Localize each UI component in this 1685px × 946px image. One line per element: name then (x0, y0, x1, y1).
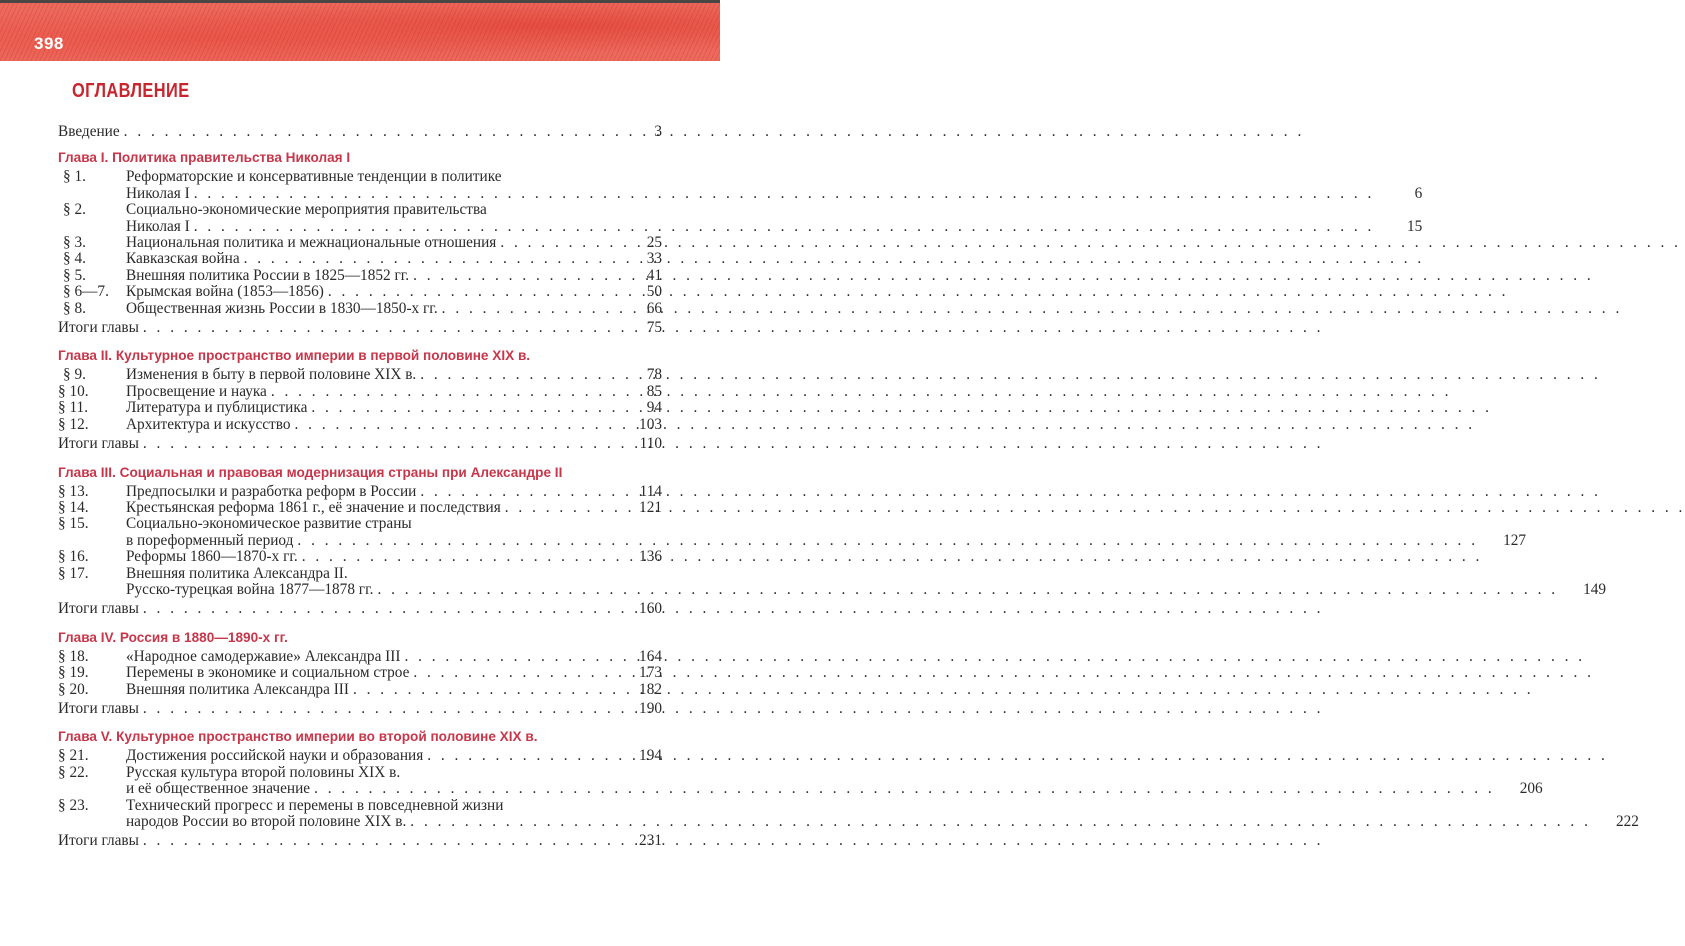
section-title-line1: Социально-экономические мероприятия правительства (126, 201, 487, 219)
section-number: § 23. (58, 796, 89, 814)
section-title-line1: Реформаторские и консервативные тенденции в политике (126, 168, 502, 186)
page-number: 398 (34, 34, 64, 53)
toc-page-number: 182 (639, 680, 662, 698)
summary-label: Итоги главы (58, 699, 139, 717)
section-number: § 3. (63, 234, 86, 252)
toc-section[interactable] (58, 251, 662, 267)
leader-dots (377, 582, 1558, 598)
toc-page-number: 85 (646, 382, 662, 400)
toc-page-number: 190 (639, 699, 662, 717)
leader-dots (413, 665, 1594, 681)
section-number: § 2. (63, 201, 86, 219)
section-title: Достижения российской науки и образования (126, 747, 424, 765)
section-title: Общественная жизнь России в 1830—1850-х гг. (126, 299, 438, 317)
section-number: § 20. (58, 680, 89, 698)
leader-dots (124, 124, 1305, 140)
toc-section[interactable] (58, 417, 662, 433)
toc-section[interactable] (58, 549, 662, 565)
toc-page-number: 222 (1615, 813, 1639, 830)
section-number: § 15. (58, 515, 89, 533)
section-title: Национальная политика и межнациональные отношения (126, 234, 497, 252)
leader-dots (244, 251, 1425, 267)
leader-dots (500, 235, 1681, 251)
section-number: § 12. (58, 415, 89, 433)
toc-page-number: 103 (639, 415, 662, 433)
toc-page-number: 50 (646, 283, 662, 301)
toc-page-number: 15 (1407, 217, 1423, 235)
section-title-line2: Русско-турецкая война 1877—1878 гг. (126, 580, 374, 598)
section-number: § 16. (58, 548, 89, 566)
leader-dots (505, 500, 1685, 516)
toc-page-number: 3 (654, 123, 662, 140)
toc-page-number: 94 (646, 399, 662, 417)
section-title: Литература и публицистика (126, 399, 308, 417)
toc-intro-label: Введение (58, 123, 120, 140)
section-title: Изменения в быту в первой половине XIX в. (126, 366, 417, 384)
leader-dots (420, 367, 1601, 383)
toc-page-number: 25 (646, 234, 662, 252)
toc-section[interactable] (58, 649, 662, 665)
toc-section[interactable] (58, 168, 1423, 202)
toc-page-number: 75 (646, 319, 662, 337)
page-title: ОГЛАВЛЕНИЕ (72, 80, 190, 102)
toc-page-number: 121 (639, 498, 662, 516)
leader-dots (194, 219, 1375, 235)
toc-page-number: 231 (639, 832, 662, 850)
chapter-summary[interactable] (58, 436, 662, 452)
section-number: § 11. (58, 399, 89, 417)
leader-dots (297, 533, 1478, 549)
leader-dots (143, 320, 1324, 336)
toc-section[interactable] (58, 268, 662, 284)
toc-section[interactable] (58, 384, 662, 400)
section-title: Кавказская война (126, 250, 240, 268)
leader-dots (404, 649, 1585, 665)
section-title: Внешняя политика Александра III (126, 680, 349, 698)
section-title-line2: народов России во второй половине XIX в. (126, 813, 407, 830)
toc-page-number: 149 (1583, 580, 1607, 598)
toc-page-number: 6 (1414, 184, 1423, 202)
section-title-line2: в пореформенный период (126, 531, 294, 549)
leader-dots (143, 436, 1324, 452)
section-title: Архитектура и искусство (126, 415, 291, 433)
section-title-line2: и её общественное значение (126, 780, 311, 798)
toc-page-number: 33 (646, 250, 662, 268)
leader-dots (143, 601, 1324, 617)
section-number: § 10. (58, 382, 89, 400)
summary-label: Итоги главы (58, 600, 139, 618)
toc-section[interactable] (58, 367, 662, 383)
leader-dots (410, 814, 1591, 830)
section-title: «Народное самодержавие» Александра III (126, 647, 401, 665)
chapter-summary[interactable] (58, 601, 662, 617)
toc-section[interactable] (58, 284, 662, 300)
chapter-summary[interactable] (58, 701, 662, 717)
toc-page-number: 127 (1503, 531, 1527, 549)
chapter-heading[interactable]: Глава III. Социальная и правовая модернизация страны при Александре II (58, 464, 563, 480)
chapter-heading[interactable]: Глава I. Политика правительства Николая I (58, 150, 351, 166)
toc-section[interactable] (58, 748, 662, 764)
toc-section[interactable] (58, 400, 662, 416)
toc-section[interactable] (58, 235, 662, 251)
section-title: Перемены в экономике и социальном строе (126, 664, 410, 682)
toc-section[interactable] (58, 515, 1527, 549)
leader-dots (420, 484, 1601, 500)
leader-dots (442, 301, 1623, 317)
section-number: § 22. (58, 763, 89, 781)
section-title: Внешняя политика России в 1825—1852 гг. (126, 266, 410, 284)
toc-page-number: 194 (639, 747, 662, 765)
chapter-heading[interactable]: Глава II. Культурное пространство империи в первой половине XIX в. (58, 348, 531, 364)
leader-dots (143, 701, 1324, 717)
section-title: Крестьянская реформа 1861 г., её значение и последствия (126, 498, 501, 516)
leader-dots (328, 284, 1509, 300)
leader-dots (295, 417, 1476, 433)
section-number: § 13. (58, 482, 89, 500)
section-number: § 9. (63, 366, 86, 384)
header-band (0, 3, 720, 61)
section-number: § 18. (58, 647, 89, 665)
section-title: Реформы 1860—1870-х гг. (126, 548, 298, 566)
leader-dots (311, 400, 1492, 416)
section-number: § 17. (58, 564, 89, 582)
toc-section[interactable] (58, 682, 662, 698)
toc-page-number: 41 (646, 266, 662, 284)
section-title: Крымская война (1853—1856) (126, 283, 324, 301)
leader-dots (271, 384, 1452, 400)
summary-label: Итоги главы (58, 832, 139, 850)
leader-dots (143, 833, 1324, 849)
section-title-line2: Николая I (126, 184, 190, 202)
leader-dots (314, 781, 1495, 797)
chapter-heading[interactable]: Глава IV. Россия в 1880—1890-х гг. (58, 629, 288, 645)
section-title: Просвещение и наука (126, 382, 267, 400)
chapter-heading[interactable]: Глава V. Культурное пространство империи во второй половине XIX в. (58, 729, 538, 745)
leader-dots (413, 268, 1594, 284)
toc-page-number: 164 (639, 647, 662, 665)
toc-section[interactable] (58, 201, 1423, 235)
toc-page-number: 66 (646, 299, 662, 317)
toc-intro[interactable] (58, 124, 662, 140)
table-of-contents (58, 123, 1639, 850)
section-number: § 5. (63, 266, 86, 284)
section-number: § 1. (63, 168, 86, 186)
toc-page-number: 78 (646, 366, 662, 384)
toc-page-number: 136 (639, 548, 662, 566)
toc-page-number: 110 (639, 435, 662, 453)
toc-page-number: 206 (1519, 780, 1543, 798)
section-title-line2: Николая I (126, 217, 190, 235)
section-number: § 4. (63, 250, 86, 268)
toc-section[interactable] (58, 500, 662, 516)
section-number: § 14. (58, 498, 89, 516)
chapter-summary[interactable] (58, 833, 662, 849)
section-number: § 21. (58, 747, 89, 765)
section-title-line1: Внешняя политика Александра II. (126, 564, 348, 582)
section-title-line1: Социально-экономическое развитие страны (126, 515, 412, 533)
toc-section[interactable] (58, 796, 1639, 831)
chapter-summary[interactable] (58, 320, 662, 336)
toc-section[interactable] (58, 484, 662, 500)
section-title-line1: Технический прогресс и перемены в повседневной жизни (126, 796, 504, 814)
toc-page-number: 114 (639, 482, 662, 500)
section-number: § 6—7. (63, 283, 109, 301)
toc-page-number: 160 (639, 600, 662, 618)
toc-section[interactable] (58, 301, 662, 317)
toc-section[interactable] (58, 564, 1607, 599)
section-number: § 8. (63, 299, 86, 317)
section-title: Предпосылки и разработка реформ в России (126, 482, 417, 500)
leader-dots (302, 549, 1483, 565)
toc-section[interactable] (58, 665, 662, 681)
section-number: § 19. (58, 664, 89, 682)
leader-dots (194, 186, 1375, 202)
toc-page-number: 173 (639, 664, 662, 682)
section-title-line1: Русская культура второй половины XIX в. (126, 763, 401, 781)
summary-label: Итоги главы (58, 319, 139, 337)
toc-section[interactable] (58, 763, 1543, 798)
leader-dots (353, 682, 1534, 698)
summary-label: Итоги главы (58, 435, 139, 453)
leader-dots (427, 748, 1608, 764)
